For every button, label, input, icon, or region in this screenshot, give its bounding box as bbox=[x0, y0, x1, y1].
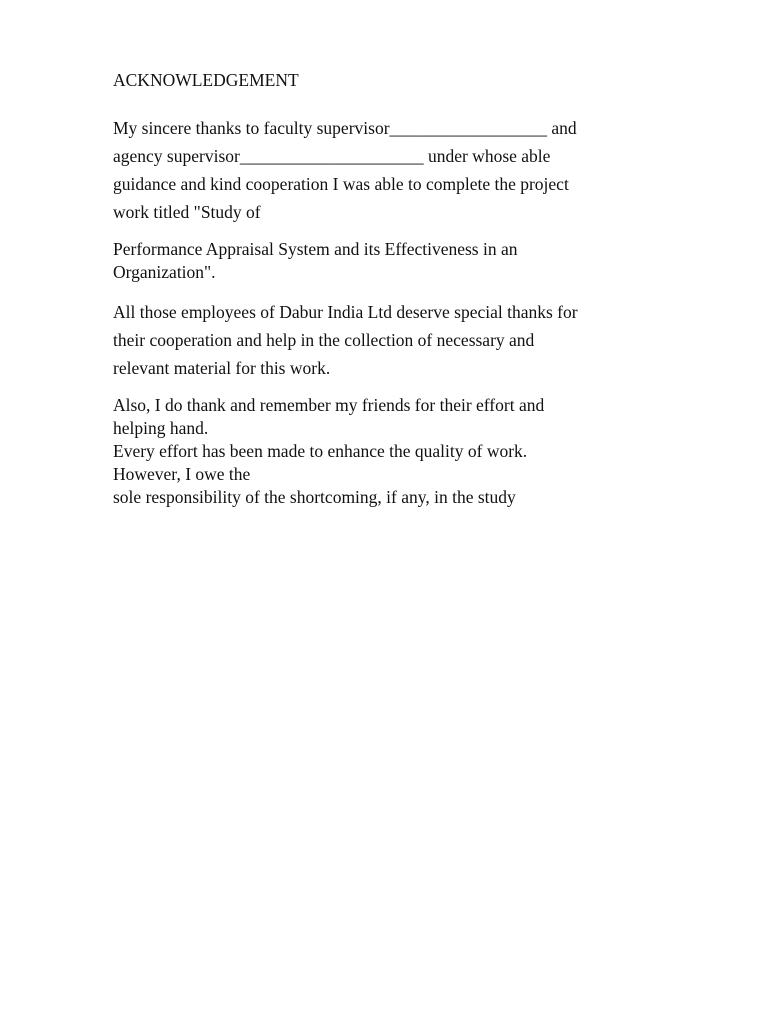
document-body bbox=[113, 66, 673, 509]
paragraph-line: guidance and kind cooperation I was able to complete the project bbox=[113, 174, 569, 194]
paragraph-line: All those employees of Dabur India Ltd deserve special thanks for bbox=[113, 302, 578, 322]
paragraph-line: sole responsibility of the shortcoming, if any, in the study bbox=[113, 487, 516, 507]
paragraph-thanks-friends bbox=[113, 394, 673, 509]
paragraph-thanks-employees bbox=[113, 298, 673, 382]
paragraph-line: helping hand. bbox=[113, 418, 209, 438]
paragraph-line: work titled "Study of bbox=[113, 202, 261, 222]
paragraph-line: agency supervisor_____________________ under whose able bbox=[113, 146, 551, 166]
page-title: ACKNOWLEDGEMENT bbox=[113, 70, 299, 90]
paragraph-line: their cooperation and help in the collection of necessary and bbox=[113, 330, 535, 350]
paragraph-line: Also, I do thank and remember my friends for their effort and bbox=[113, 395, 545, 415]
paragraph-thanks-supervisors bbox=[113, 114, 673, 226]
paragraph-project-title bbox=[113, 238, 673, 284]
paragraph-line: However, I owe the bbox=[113, 464, 251, 484]
paragraph-line: My sincere thanks to faculty supervisor__________________ and bbox=[113, 118, 577, 138]
paragraph-line: relevant material for this work. bbox=[113, 358, 331, 378]
paragraph-line: Performance Appraisal System and its Effectiveness in an bbox=[113, 239, 518, 259]
paragraph-line: Organization". bbox=[113, 262, 216, 282]
paragraph-line: Every effort has been made to enhance the quality of work. bbox=[113, 441, 528, 461]
